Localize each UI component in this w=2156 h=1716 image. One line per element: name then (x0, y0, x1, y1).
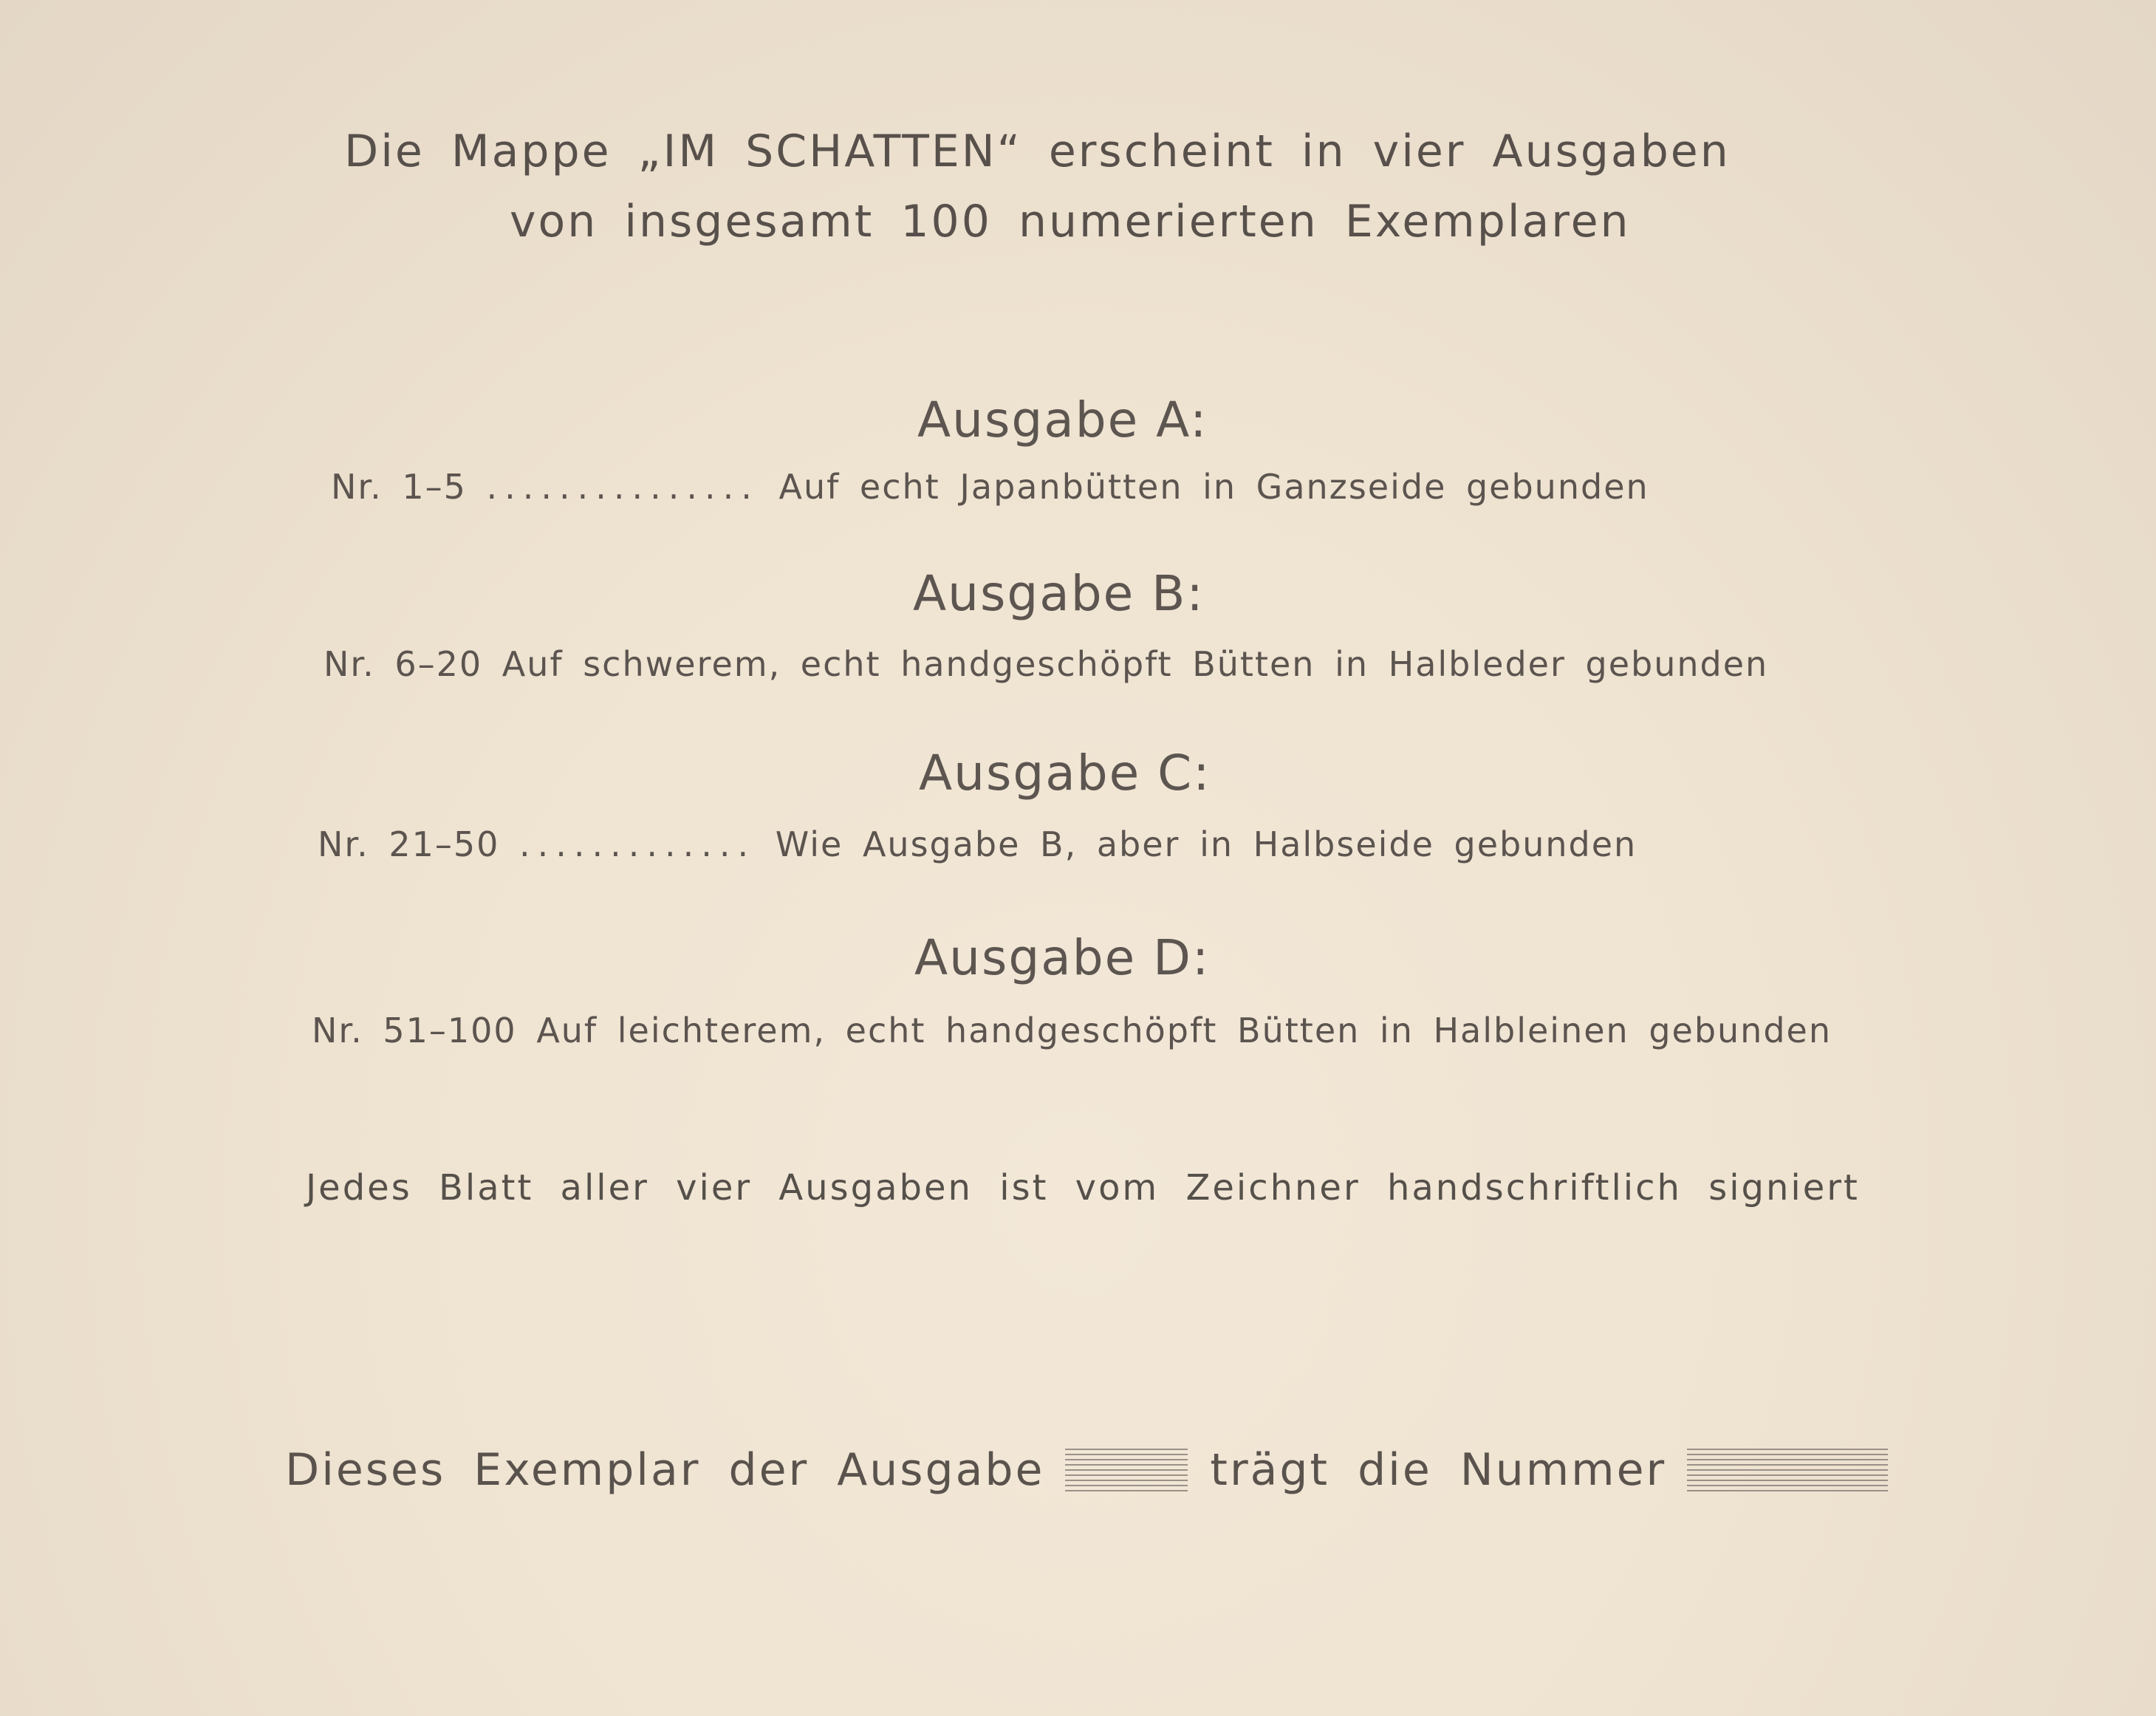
edition-c-heading: Ausgabe C: (919, 745, 1211, 801)
edition-c-range: Nr. 21–50 (318, 824, 500, 864)
number-blank-field (1687, 1449, 1888, 1491)
edition-c-line (318, 824, 1637, 864)
edition-b-line (324, 644, 1768, 684)
edition-d-description: Auf leichterem, echt handgeschöpft Bütten in Halbleinen gebunden (536, 1011, 1832, 1050)
edition-b-range: Nr. 6–20 (324, 644, 483, 684)
edition-d-line (312, 1011, 1832, 1050)
edition-a-leader: ............... (486, 467, 759, 507)
edition-c-description: Wie Ausgabe B, aber in Halbseide gebunden (775, 824, 1637, 864)
intro-line-1: Die Mappe „IM SCHATTEN“ erscheint in vier Ausgaben (344, 126, 1731, 177)
closing-text-edition: Dieses Exemplar der Ausgabe (285, 1444, 1045, 1496)
closing-line (285, 1444, 1888, 1496)
edition-d-heading: Ausgabe D: (914, 929, 1211, 986)
closing-text-number: trägt die Nummer (1210, 1444, 1667, 1496)
edition-a-description: Auf echt Japanbütten in Ganzseide gebunden (778, 467, 1649, 507)
edition-c-leader: ............. (519, 824, 756, 864)
edition-a-heading: Ausgabe A: (917, 392, 1208, 448)
edition-b-heading: Ausgabe B: (913, 565, 1205, 622)
edition-a-line (331, 467, 1649, 507)
edition-blank-field (1065, 1449, 1188, 1491)
edition-b-description: Auf schwerem, echt handgeschöpft Bütten in Halbleder gebunden (502, 644, 1769, 684)
intro-line-2: von insgesamt 100 numerierten Exemplaren (510, 196, 1631, 247)
edition-a-range: Nr. 1–5 (331, 467, 467, 507)
signature-note: Jedes Blatt aller vier Ausgaben ist vom Zeichner handschriftlich signiert (306, 1167, 1860, 1209)
edition-d-range: Nr. 51–100 (312, 1011, 517, 1050)
